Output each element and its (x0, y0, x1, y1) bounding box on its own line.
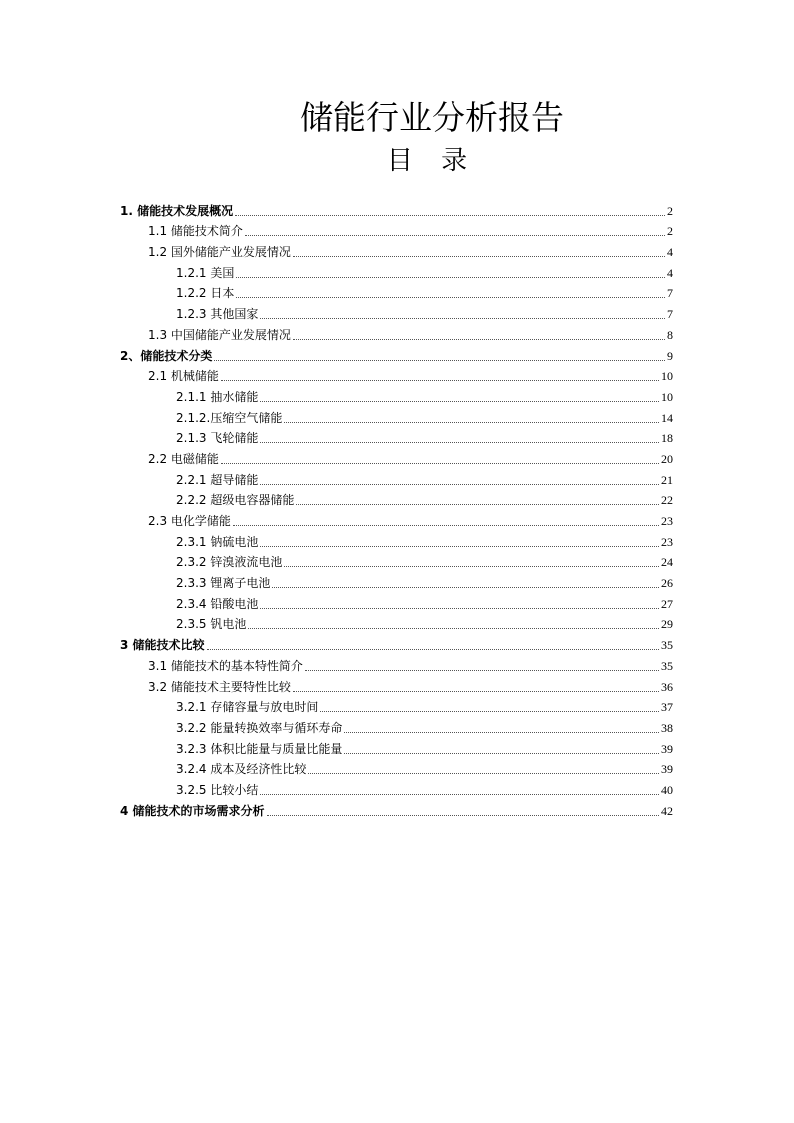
dot-leader (344, 731, 659, 733)
dot-leader (293, 338, 665, 340)
toc-entry[interactable] (120, 591, 673, 612)
toc-entry-title: 3.2 储能技术主要特性比较 (148, 679, 291, 694)
toc-entry[interactable] (120, 219, 673, 240)
toc-entry-title: 3.2.2 能量转换效率与循环寿命 (176, 720, 343, 735)
toc-entry[interactable] (120, 777, 673, 798)
toc-entry[interactable] (120, 736, 673, 757)
toc-entry-page-number: 10 (661, 389, 673, 404)
toc-entry-page-number: 23 (661, 514, 673, 528)
toc-entry-page-number: 36 (661, 679, 673, 694)
toc-entry-title: 1.3 中国储能产业发展情况 (148, 327, 291, 342)
toc-entry[interactable] (120, 281, 673, 302)
toc-entry-title: 2.1.2.压缩空气储能 (176, 410, 283, 425)
dot-leader (245, 234, 665, 236)
toc-entry-page-number: 4 (667, 245, 673, 260)
toc-entry-page-number: 24 (661, 555, 673, 570)
toc-entry-title: 2.1.1 抽水储能 (176, 389, 259, 404)
toc-entry-page-number: 7 (667, 307, 673, 322)
dot-leader (260, 317, 665, 319)
toc-entry-page-number: 39 (661, 762, 673, 777)
toc-entry-title: 2.3 电化学储能 (148, 514, 231, 528)
dot-leader (296, 503, 659, 505)
toc-entry[interactable] (120, 757, 673, 778)
toc-entry-page-number: 29 (661, 617, 673, 632)
toc-entry[interactable] (120, 653, 673, 674)
toc-entry-title: 3.2.4 成本及经济性比较 (176, 762, 307, 777)
toc-entry[interactable] (120, 322, 673, 343)
dot-leader (260, 793, 659, 795)
dot-leader (236, 276, 665, 278)
toc-entry-title: 2.3.5 钒电池 (176, 617, 247, 632)
toc-entry-title: 1.2.2 日本 (176, 286, 235, 301)
toc-entry-title: 4 储能技术的市场需求分析 (120, 803, 265, 818)
toc-entry[interactable] (120, 612, 673, 633)
toc-entry-page-number: 35 (661, 638, 673, 653)
toc-entry[interactable] (120, 343, 673, 364)
toc-entry-title: 1.1 储能技术简介 (148, 224, 243, 239)
toc-entry-title: 3.2.3 体积比能量与质量比能量 (176, 741, 343, 756)
toc-entry[interactable] (120, 239, 673, 260)
toc-entry[interactable] (120, 384, 673, 405)
toc-entry-page-number: 38 (661, 720, 673, 735)
toc-entry-page-number: 35 (661, 658, 673, 673)
dot-leader (260, 607, 659, 609)
toc-entry-page-number: 42 (661, 803, 673, 818)
toc-entry-page-number: 10 (661, 369, 673, 384)
toc-entry-title: 2、储能技术分类 (120, 348, 213, 363)
toc-entry-page-number: 2 (667, 203, 673, 218)
toc-heading: 目 录 (386, 146, 478, 176)
toc-entry[interactable] (120, 426, 673, 447)
toc-entry-title: 2.3.3 锂离子电池 (176, 576, 271, 591)
toc-entry-title: 2.2.2 超级电容器储能 (176, 493, 295, 508)
toc-entry[interactable] (120, 508, 673, 529)
toc-entry-title: 3.1 储能技术的基本特性简介 (148, 658, 303, 673)
toc-entry[interactable] (120, 198, 673, 219)
toc-entry-page-number: 2 (667, 224, 673, 239)
toc-entry[interactable] (120, 550, 673, 571)
dot-leader (260, 483, 659, 485)
dot-leader (221, 462, 659, 464)
dot-leader (272, 586, 659, 588)
dot-leader (260, 545, 659, 547)
toc-entry[interactable] (120, 695, 673, 716)
dot-leader (236, 296, 665, 298)
dot-leader (235, 214, 665, 216)
toc-entry-page-number: 20 (661, 451, 673, 466)
toc-entry-title: 1.2.1 美国 (176, 265, 235, 280)
toc-entry-title: 2.3.1 钠硫电池 (176, 534, 259, 549)
dot-leader (233, 524, 659, 526)
dot-leader (293, 255, 665, 257)
toc-entry-page-number: 4 (667, 265, 673, 280)
toc-entry-page-number: 7 (667, 286, 673, 301)
dot-leader (305, 669, 659, 671)
toc-entry[interactable] (120, 301, 673, 322)
toc-entry-page-number: 27 (661, 596, 673, 611)
toc-entry-title: 1. 储能技术发展概况 (120, 203, 234, 218)
toc-entry[interactable] (120, 798, 673, 819)
toc-entry-title: 2.2.1 超导储能 (176, 472, 259, 487)
toc-entry-title: 2.1 机械储能 (148, 369, 219, 384)
toc-entry-title: 3.2.1 存储容量与放电时间 (176, 700, 319, 715)
dot-leader (221, 379, 659, 381)
toc-entry-title: 2.2 电磁储能 (148, 451, 219, 466)
toc-entry[interactable] (120, 364, 673, 385)
toc-entry-page-number: 21 (661, 472, 673, 487)
toc-entry[interactable] (120, 446, 673, 467)
toc-entry[interactable] (120, 488, 673, 509)
toc-entry[interactable] (120, 632, 673, 653)
toc-entry-page-number: 18 (661, 431, 673, 446)
dot-leader (260, 441, 659, 443)
dot-leader (284, 421, 659, 423)
toc-entry-title: 3.2.5 比较小结 (176, 782, 259, 797)
toc-entry[interactable] (120, 674, 673, 695)
toc-entry[interactable] (120, 715, 673, 736)
toc-entry[interactable] (120, 467, 673, 488)
toc-entry-page-number: 9 (667, 348, 673, 363)
toc-entry-title: 1.2 国外储能产业发展情况 (148, 245, 291, 260)
toc-entry-title: 3 储能技术比较 (120, 638, 205, 653)
table-of-contents (120, 198, 673, 819)
toc-entry-page-number: 23 (661, 534, 673, 549)
dot-leader (260, 400, 659, 402)
dot-leader (214, 359, 665, 361)
toc-entry-page-number: 14 (661, 410, 673, 425)
toc-entry-title: 1.2.3 其他国家 (176, 307, 259, 322)
toc-entry[interactable] (120, 260, 673, 281)
toc-entry-page-number: 40 (661, 782, 673, 797)
dot-leader (248, 627, 659, 629)
dot-leader (320, 710, 659, 712)
toc-entry-page-number: 22 (661, 493, 673, 508)
toc-entry-page-number: 39 (661, 741, 673, 756)
dot-leader (267, 814, 659, 816)
toc-entry-page-number: 37 (661, 700, 673, 715)
document-title: 储能行业分析报告 (300, 98, 564, 137)
toc-entry-title: 2.3.2 锌溴液流电池 (176, 555, 283, 570)
dot-leader (308, 772, 659, 774)
dot-leader (284, 565, 659, 567)
toc-entry-page-number: 8 (667, 327, 673, 342)
dot-leader (344, 752, 659, 754)
toc-entry-title: 2.1.3 飞轮储能 (176, 431, 259, 446)
toc-entry[interactable] (120, 570, 673, 591)
toc-entry[interactable] (120, 405, 673, 426)
toc-entry-title: 2.3.4 铅酸电池 (176, 596, 259, 611)
toc-entry-page-number: 26 (661, 576, 673, 591)
dot-leader (293, 690, 659, 692)
toc-entry[interactable] (120, 529, 673, 550)
dot-leader (207, 648, 659, 650)
